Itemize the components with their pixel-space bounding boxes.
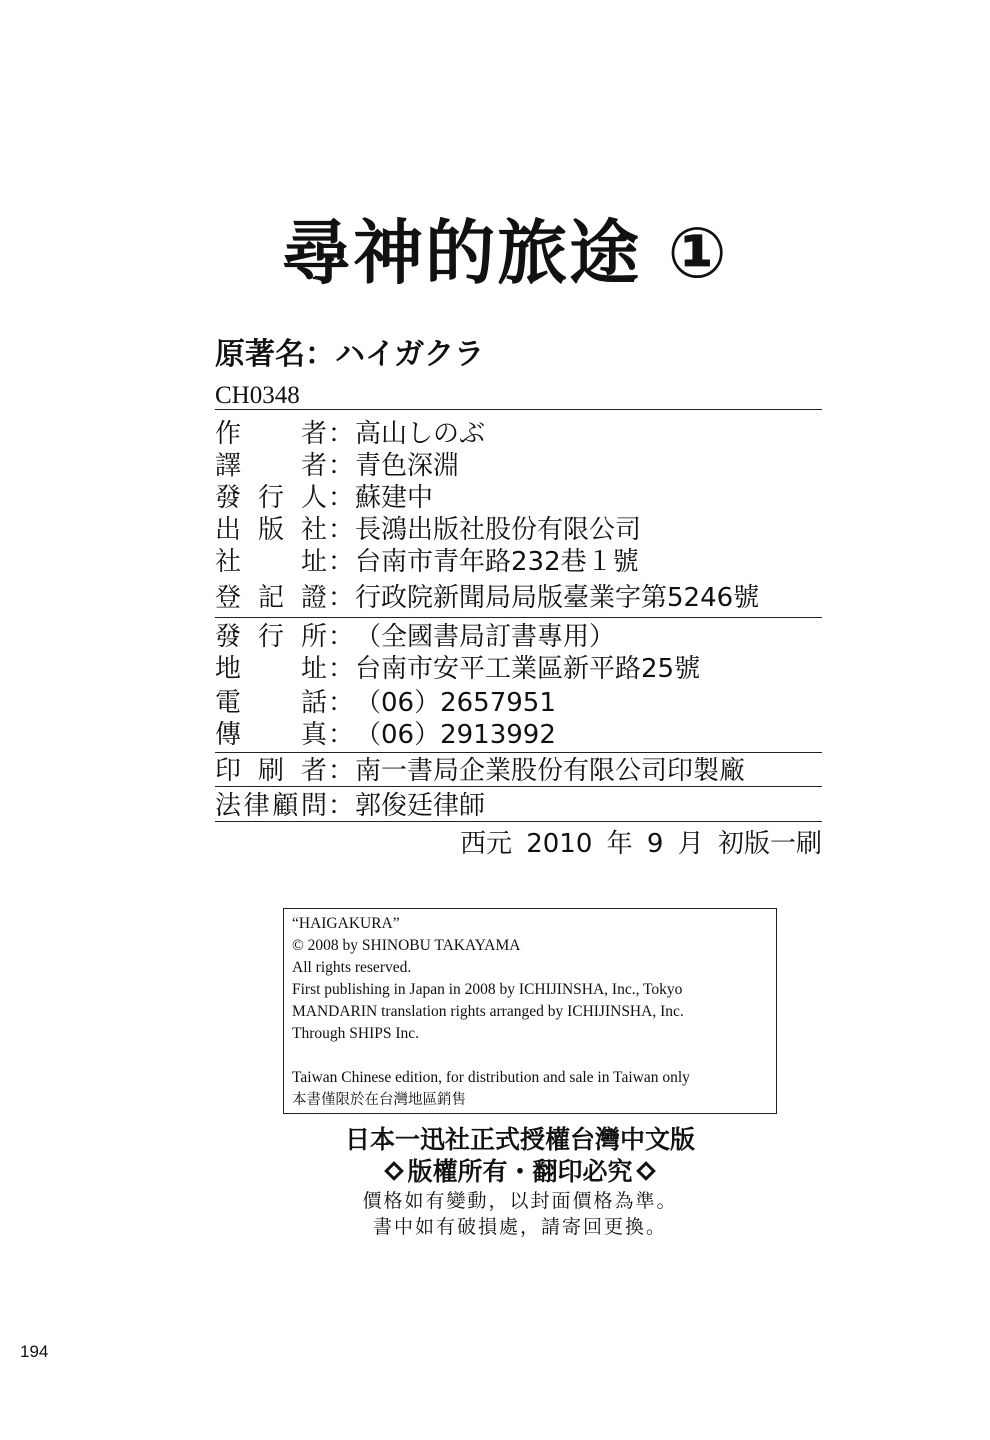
credit-label-char: 作 <box>215 419 242 449</box>
credit-label <box>215 755 327 787</box>
price-note: 價格如有變動，以封面價格為準。 <box>362 1190 678 1212</box>
credit-row: 登 記 證 ： 行政院新聞局局版臺業字第5246號 <box>215 583 760 613</box>
credit-value: 行政院新聞局局版臺業字第5246號 <box>355 583 760 613</box>
credit-value: 郭俊廷律師 <box>355 791 486 821</box>
rights-reserved-text: 版權所有・翻印必究 <box>407 1157 633 1186</box>
divider-after-registration <box>215 617 822 618</box>
credit-value: 蘇建中 <box>355 483 434 513</box>
credit-value: 高山しのぶ <box>355 419 486 449</box>
distribution-notice: Taiwan Chinese edition, for distribution and sale in Taiwan only <box>292 1069 690 1086</box>
credit-label-char: 社 <box>215 547 242 577</box>
credit-value: （06）2913992 <box>355 720 556 750</box>
credit-value: （全國書局訂書專用） <box>355 622 616 652</box>
credit-label-char: 證 <box>300 583 327 613</box>
credit-label-char: 電 <box>215 688 242 718</box>
book-title: 尋神的旅途 ① <box>281 212 729 294</box>
credit-label <box>215 546 327 578</box>
diamond-icon <box>636 1161 656 1181</box>
credit-label <box>215 653 327 685</box>
credit-row: 地 址 ： 台南市安平工業區新平路25號 <box>215 654 701 684</box>
copyright-box <box>283 908 777 1114</box>
credit-label-char: 人 <box>300 483 327 513</box>
credit-label-char: 址 <box>300 547 327 577</box>
copyright-line: First publishing in Japan in 2008 by ICHIJINSHA, Inc., Tokyo <box>292 981 683 998</box>
page-number: 194 <box>20 1342 49 1361</box>
credit-label-char: 址 <box>300 654 327 684</box>
credit-label-char: 者 <box>300 451 327 481</box>
credit-label-char: 律 <box>243 791 270 821</box>
book-code: CH0348 <box>215 382 300 409</box>
credit-label-char: 印 <box>215 756 242 786</box>
credit-label-char: 發 <box>215 483 242 513</box>
credit-label <box>215 514 327 546</box>
credit-label-char: 行 <box>257 622 284 652</box>
credit-label-char: 問 <box>300 791 327 821</box>
credit-label <box>215 719 327 751</box>
credit-label-char: 刷 <box>257 756 284 786</box>
credit-value: 青色深淵 <box>355 451 460 481</box>
original-title: 原著名：ハイガクラ <box>215 337 485 372</box>
credit-row: 社 址 ： 台南市青年路232巷１號 <box>215 547 639 577</box>
copyright-line: Through SHIPS Inc. <box>292 1025 420 1042</box>
credit-value: （06）2657951 <box>355 688 556 718</box>
authorization-statement: 日本一迅社正式授權台灣中文版 <box>344 1125 695 1154</box>
credit-label-char: 真 <box>300 720 327 750</box>
credit-value: 台南市青年路232巷１號 <box>355 547 639 577</box>
credit-label-char: 傳 <box>215 720 242 750</box>
copyright-line: © 2008 by SHINOBU TAKAYAMA <box>292 937 521 954</box>
credit-label-char: 話 <box>300 688 327 718</box>
credit-label <box>215 621 327 653</box>
rights-reserved <box>0 1156 990 1188</box>
credit-label-char: 行 <box>257 483 284 513</box>
credit-row: 發 行 所 ： （全國書局訂書專用） <box>215 622 616 652</box>
credit-value: 長鴻出版社股份有限公司 <box>355 515 642 545</box>
credit-label <box>215 482 327 514</box>
credit-label <box>215 790 327 822</box>
credit-row: 法 律 顧 問 ： 郭俊廷律師 <box>215 791 486 821</box>
credit-label-char: 發 <box>215 622 242 652</box>
credit-row: 譯 者 ： 青色深淵 <box>215 451 460 481</box>
credit-value: 台南市安平工業區新平路25號 <box>355 654 701 684</box>
credit-label-char: 記 <box>257 583 284 613</box>
credit-row: 電 話 ： （06）2657951 <box>215 688 556 718</box>
damage-note: 書中如有破損處，請寄回更換。 <box>372 1216 667 1238</box>
credit-label-char: 法 <box>215 791 242 821</box>
credit-label-char: 所 <box>300 622 327 652</box>
credit-label-char: 社 <box>300 515 327 545</box>
credit-label <box>215 687 327 719</box>
credit-label <box>215 418 327 450</box>
copyright-line: MANDARIN translation rights arranged by ICHIJINSHA, Inc. <box>292 1003 684 1020</box>
diamond-icon <box>385 1161 405 1181</box>
edition-date: 西元 2010 年 9 月 初版一刷 <box>459 829 822 859</box>
credit-row: 印 刷 者 ： 南一書局企業股份有限公司印製廠 <box>215 756 746 786</box>
credit-label-char: 版 <box>257 515 284 545</box>
credit-row: 作 者 ： 高山しのぶ <box>215 419 486 449</box>
credit-label-char: 顧 <box>272 791 299 821</box>
credit-value: 南一書局企業股份有限公司印製廠 <box>355 756 746 786</box>
credit-label <box>215 582 327 614</box>
distribution-notice-cn: 本書僅限於在台灣地區銷售 <box>292 1092 466 1108</box>
credit-label-char: 登 <box>215 583 242 613</box>
credit-label <box>215 450 327 482</box>
divider-top <box>215 409 822 410</box>
credit-row: 出 版 社 ： 長鴻出版社股份有限公司 <box>215 515 642 545</box>
copyright-line: All rights reserved. <box>292 959 412 976</box>
credit-label-char: 出 <box>215 515 242 545</box>
divider-after-printer <box>215 786 822 787</box>
credit-row: 發 行 人 ： 蘇建中 <box>215 483 434 513</box>
credit-label-char: 者 <box>300 419 327 449</box>
credit-row: 傳 真 ： （06）2913992 <box>215 720 556 750</box>
credit-label-char: 地 <box>215 654 242 684</box>
credit-label-char: 譯 <box>215 451 242 481</box>
divider-after-lawyer <box>215 821 822 822</box>
divider-after-fax <box>215 752 822 753</box>
credit-label-char: 者 <box>300 756 327 786</box>
copyright-line: “HAIGAKURA” <box>292 915 400 932</box>
